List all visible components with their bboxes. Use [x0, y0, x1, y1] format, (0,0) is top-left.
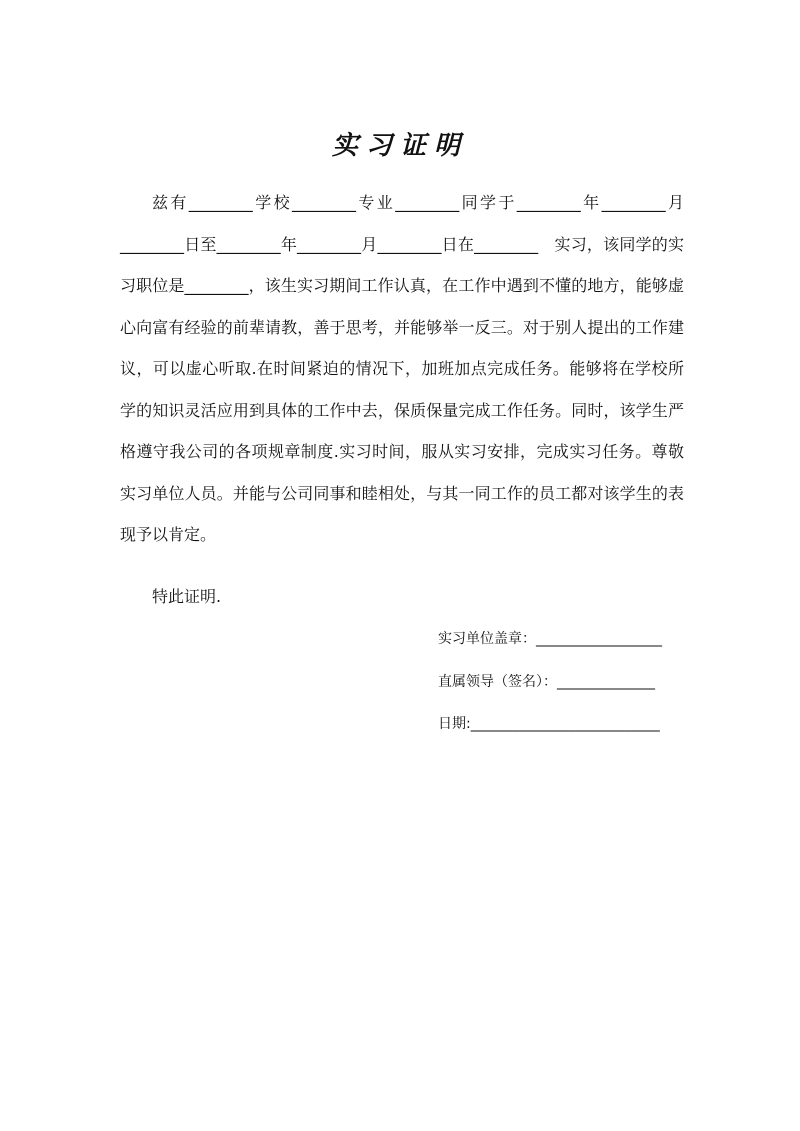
closing-statement: 特此证明. [152, 587, 222, 606]
document-title: 实习证明 [331, 131, 468, 162]
certificate-body: 兹有________学校________专业________同学于________年________月________日至________年________月________日在________ 实习，该同学的实习职位是________，该生实习期间工作认真，在工作中遇到不懂的地方，能够虚心向富有经验的前辈请教，善于思考，并能够举一反三。对于别人提出的工作建议，可以虚心听取.在时间紧迫的情况下，加班加点完成任务。能够将在学校所学的知识灵活应用到具体的工作中去，保质保量完成工作任务。同时，该学生严格遵守我公司的各项规章制度.实习时间，服从实习安排，完成实习任务。尊敬实习单位人员。并能与公司同事和睦相处，与其一同工作的员工都对该学生的表现予以肯定。 [120, 193, 684, 544]
date-line: 日期:___________________________ [438, 716, 660, 732]
unit-seal-line: 实习单位盖章：__________________ [438, 631, 662, 647]
leader-signature-line: 直属领导（签名）：______________ [438, 674, 655, 690]
